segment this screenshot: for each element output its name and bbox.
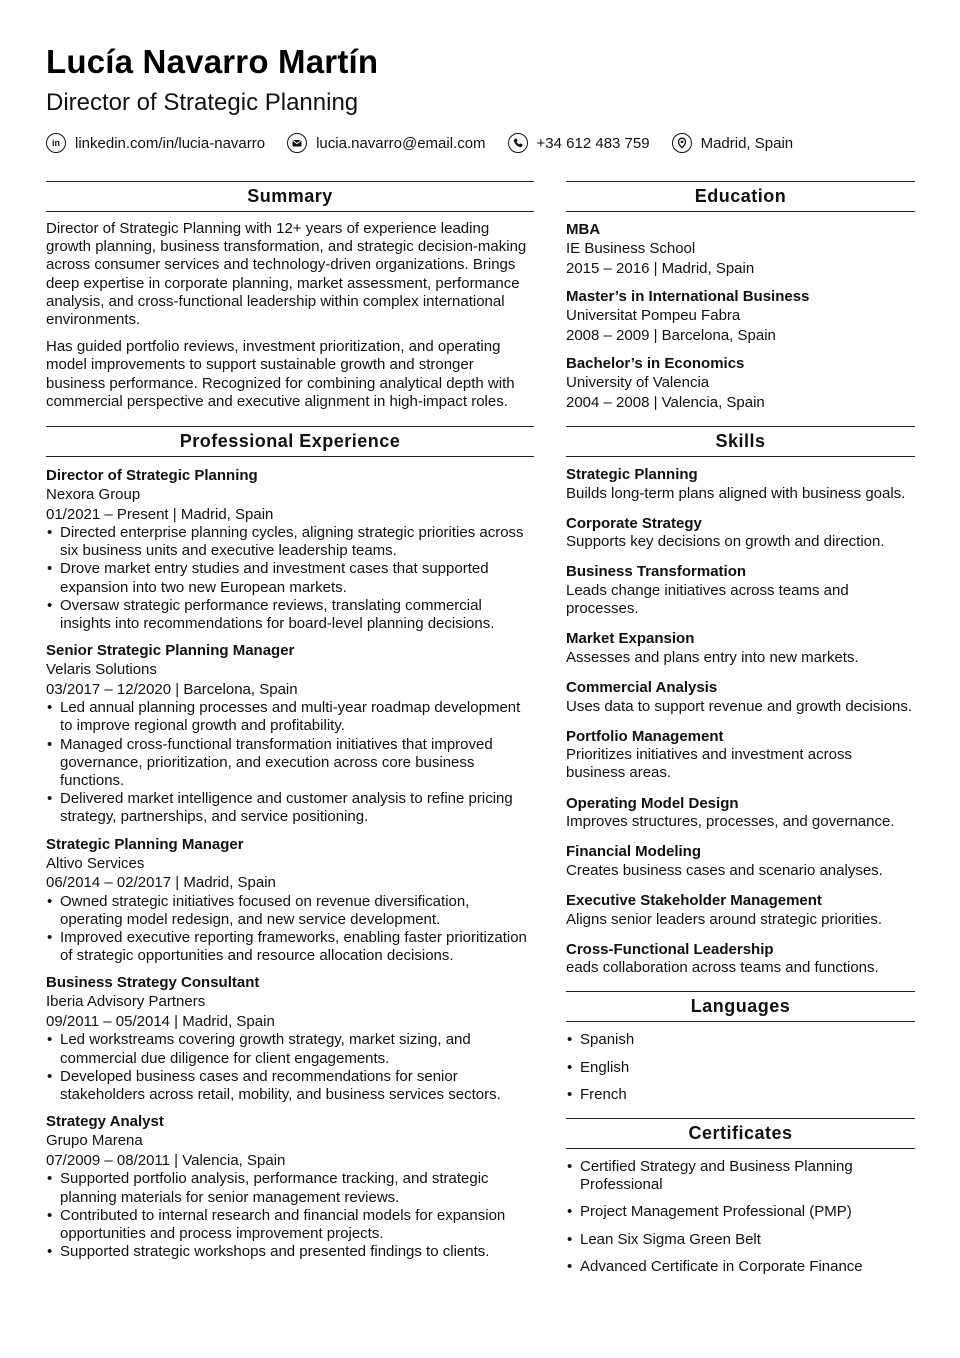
experience-heading: Professional Experience (46, 426, 534, 457)
education-heading: Education (566, 181, 915, 212)
job-entry (46, 466, 534, 633)
education-entry (566, 354, 915, 412)
education-entry (566, 220, 915, 278)
job-entry (46, 973, 534, 1104)
certificate-item: • Certified Strategy and Business Planning Professional (566, 1158, 915, 1194)
skill-item (566, 563, 915, 618)
job-bullets (46, 699, 534, 826)
languages-heading: Languages (566, 991, 915, 1022)
job-company: Iberia Advisory Partners (46, 993, 206, 1011)
job-bullets (46, 1031, 534, 1104)
job-dates: 03/2017 – 12/2020 | Barcelona, Spain (46, 680, 298, 698)
skills-heading: Skills (566, 426, 915, 457)
job-bullets (46, 893, 534, 966)
skill-desc: Supports key decisions on growth and direction. (566, 533, 885, 551)
skill-item (566, 728, 915, 783)
skill-desc: Assesses and plans entry into new markets. (566, 648, 859, 666)
contact-phone[interactable] (508, 133, 650, 153)
job-entry (46, 1112, 534, 1261)
certificates-list (566, 1158, 915, 1276)
left-column (46, 181, 534, 1269)
job-company: Velaris Solutions (46, 661, 157, 679)
job-company: Grupo Marena (46, 1132, 143, 1150)
job-bullets (46, 1170, 534, 1261)
skill-item (566, 941, 915, 978)
job-title: Strategy Analyst (46, 1113, 164, 1131)
location-icon (672, 133, 692, 153)
job-bullet: • Improved executive reporting frameworks, enabling faster prioritization of strategic opportunities and resource allocation decisions. (46, 929, 534, 965)
contact-text: +34 612 483 759 (536, 134, 650, 152)
skill-desc: Aligns senior leaders around strategic priorities. (566, 910, 882, 928)
phone-icon (508, 133, 528, 153)
skill-name: Commercial Analysis (566, 679, 718, 697)
right-column (566, 181, 915, 1285)
job-bullet: • Supported strategic workshops and presented findings to clients. (46, 1243, 534, 1261)
skill-desc: Improves structures, processes, and governance. (566, 813, 895, 831)
job-bullet: • Drove market entry studies and investment cases that supported expansion into two new European markets. (46, 560, 534, 596)
skill-name: Portfolio Management (566, 727, 724, 745)
job-bullet: • Developed business cases and recommendations for senior stakeholders across retail, mobility, and business services sectors. (46, 1068, 534, 1104)
edu-details: 2008 – 2009 | Barcelona, Spain (566, 326, 776, 344)
job-title: Director of Strategic Planning (46, 467, 258, 485)
skill-name: Operating Model Design (566, 794, 739, 812)
job-title: Strategic Planning Manager (46, 835, 244, 853)
skill-desc: Creates business cases and scenario analyses. (566, 861, 883, 879)
skill-name: Business Transformation (566, 563, 747, 581)
edu-degree: MBA (566, 221, 601, 238)
skill-name: Market Expansion (566, 630, 695, 648)
edu-school: University of Valencia (566, 374, 710, 391)
skill-item (566, 466, 915, 503)
skill-item (566, 892, 915, 929)
job-company: Nexora Group (46, 486, 141, 504)
contact-text: Madrid, Spain (700, 134, 794, 152)
skill-desc: eads collaboration across teams and functions. (566, 959, 879, 977)
job-bullet: • Contributed to internal research and financial models for expansion opportunities and process improvement projects. (46, 1207, 534, 1243)
candidate-title: Director of Strategic Planning (46, 89, 359, 116)
edu-school: IE Business School (566, 240, 696, 257)
skill-item (566, 795, 915, 832)
job-bullet: • Delivered market intelligence and customer analysis to refine pricing strategy, partnerships, and service positioning. (46, 790, 534, 826)
job-company: Altivo Services (46, 854, 145, 872)
skill-desc: Builds long-term plans aligned with business goals. (566, 484, 906, 502)
languages-list (566, 1031, 915, 1104)
skill-desc: Prioritizes initiatives and investment across business areas. (566, 746, 852, 782)
skill-desc: Uses data to support revenue and growth decisions. (566, 697, 913, 715)
skill-item (566, 843, 915, 880)
skill-desc: Leads change initiatives across teams and processes. (566, 581, 849, 618)
skill-item (566, 630, 915, 667)
linkedin-icon: in (46, 133, 66, 153)
edu-details: 2015 – 2016 | Madrid, Spain (566, 259, 755, 277)
contact-email[interactable] (287, 133, 485, 153)
job-bullet: • Led workstreams covering growth strategy, market sizing, and commercial due diligence for client engagements. (46, 1031, 534, 1067)
job-dates: 01/2021 – Present | Madrid, Spain (46, 505, 274, 523)
summary-paragraph: Director of Strategic Planning with 12+ years of experience leading growth planning, business transformation, and strategic decision-making across consumer services and technology-driven organizations. Brings deep expertise in corporate planning, market assessment, performance analysis, and cross-functional leadership within complex international environments. (46, 220, 527, 329)
skill-item (566, 515, 915, 552)
skill-name: Financial Modeling (566, 843, 702, 861)
job-bullet: • Managed cross-functional transformation initiatives that improved governance, prioritization, and execution across core business functions. (46, 736, 534, 791)
skill-item (566, 679, 915, 716)
language-item: • French (566, 1086, 915, 1104)
certificate-item: • Advanced Certificate in Corporate Finance (566, 1258, 915, 1276)
job-title: Senior Strategic Planning Manager (46, 642, 295, 660)
job-title: Business Strategy Consultant (46, 974, 260, 992)
skill-name: Cross-Functional Leadership (566, 940, 774, 958)
job-bullets (46, 524, 534, 633)
job-dates: 06/2014 – 02/2017 | Madrid, Spain (46, 874, 276, 892)
job-dates: 07/2009 – 08/2011 | Valencia, Spain (46, 1151, 286, 1169)
contact-text: linkedin.com/in/lucia-navarro (75, 134, 266, 152)
skill-name: Strategic Planning (566, 466, 698, 483)
edu-degree: Master’s in International Business (566, 288, 810, 305)
job-dates: 09/2011 – 05/2014 | Madrid, Spain (46, 1012, 275, 1030)
language-item: • Spanish (566, 1031, 915, 1049)
job-bullet: • Directed enterprise planning cycles, aligning strategic priorities across six business units and executive leadership teams. (46, 524, 534, 560)
education-entry (566, 287, 915, 345)
edu-school: Universitat Pompeu Fabra (566, 307, 741, 324)
email-icon (287, 133, 307, 153)
edu-degree: Bachelor’s in Economics (566, 355, 745, 372)
job-bullet: • Supported portfolio analysis, performance tracking, and strategic planning materials for senior management reviews. (46, 1170, 534, 1206)
candidate-name: Lucía Navarro Martín (46, 43, 379, 80)
certificate-item: • Lean Six Sigma Green Belt (566, 1231, 915, 1249)
edu-details: 2004 – 2008 | Valencia, Spain (566, 393, 765, 411)
job-bullet: • Oversaw strategic performance reviews, translating commercial insights into recommendations for board-level planning decisions. (46, 597, 534, 633)
contact-location (672, 133, 794, 153)
summary-paragraph: Has guided portfolio reviews, investment prioritization, and operating model improvements to support sustainable growth and stronger business performance. Recognized for combining analytical depth with commercial perspective and executive alignment in high-impact roles. (46, 338, 515, 410)
job-entry (46, 641, 534, 826)
summary-heading: Summary (46, 181, 534, 212)
contact-bar (46, 133, 815, 153)
job-bullet: • Owned strategic initiatives focused on revenue diversification, operating model redesign, and new service development. (46, 893, 534, 929)
contact-linkedin[interactable] (46, 133, 265, 153)
contact-text: lucia.navarro@email.com (316, 134, 486, 152)
job-bullet: • Led annual planning processes and multi-year roadmap development to improve regional growth and profitability. (46, 699, 534, 735)
job-entry (46, 835, 534, 966)
language-item: • English (566, 1059, 915, 1077)
skill-name: Corporate Strategy (566, 514, 702, 532)
certificate-item: • Project Management Professional (PMP) (566, 1203, 915, 1221)
skill-name: Executive Stakeholder Management (566, 892, 822, 910)
certificates-heading: Certificates (566, 1118, 915, 1149)
